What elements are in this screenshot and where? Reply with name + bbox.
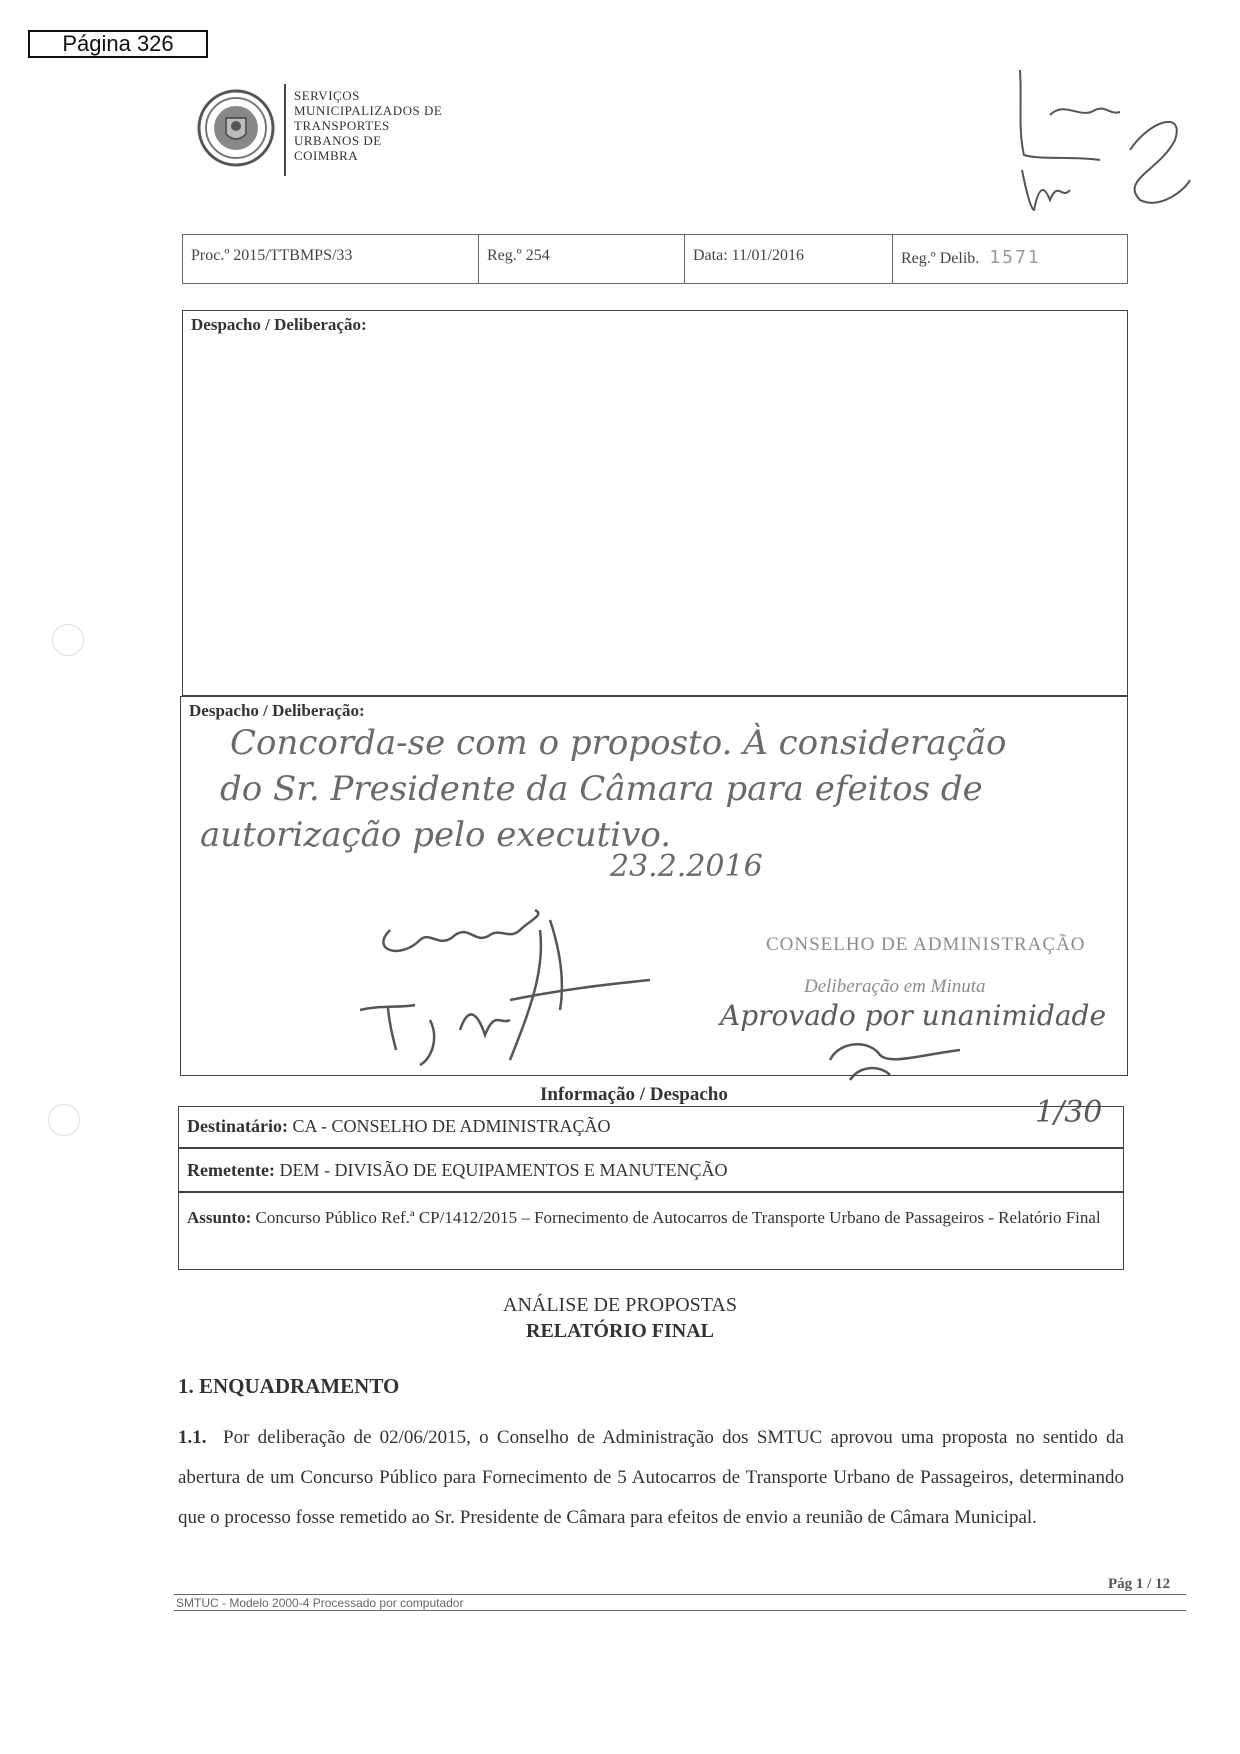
- smtuc-logo: [196, 88, 276, 168]
- page-number: Pág 1 / 12: [1108, 1576, 1171, 1592]
- council-signatures: [360, 890, 1240, 1140]
- org-line: MUNICIPALIZADOS DE: [294, 103, 443, 118]
- page-label: Página 326: [28, 30, 208, 58]
- section-heading: 1. ENQUADRAMENTO: [178, 1374, 400, 1398]
- handwritten-line: autorização pelo executivo.: [200, 815, 672, 855]
- deliberation-stamp: Deliberação em Minuta: [804, 976, 986, 997]
- reg-delib-label: Reg.º Delib.: [901, 250, 980, 267]
- despacho-box-1: [182, 310, 1128, 696]
- handwritten-line: do Sr. Presidente da Câmara para efeitos de: [220, 769, 983, 809]
- assunto-row: [178, 1192, 1124, 1270]
- org-divider: [284, 84, 286, 176]
- org-line: TRANSPORTES: [294, 118, 390, 133]
- remetente-label: Remetente:: [187, 1160, 275, 1180]
- footer-rule: [174, 1610, 1186, 1611]
- destinatario-label: Destinatário:: [187, 1116, 288, 1136]
- paragraph-number: 1.1.: [178, 1427, 207, 1448]
- org-name: [294, 88, 442, 163]
- reg-delib-cell: [893, 235, 1127, 283]
- handwritten-line: Concorda-se com o proposto. À consideração: [230, 723, 1007, 763]
- handwritten-number: 1/30: [1035, 1095, 1103, 1130]
- destinatario-row: [178, 1106, 1124, 1148]
- process-info-table: [182, 234, 1128, 284]
- punch-hole: [52, 624, 84, 656]
- council-stamp: CONSELHO DE ADMINISTRAÇÃO: [766, 934, 1086, 955]
- assunto-label: Assunto:: [187, 1208, 252, 1227]
- footer-rule: [174, 1594, 1186, 1595]
- org-line: SERVIÇOS: [294, 88, 360, 103]
- report-title-line-2: RELATÓRIO FINAL: [526, 1320, 714, 1342]
- signature-initials: [1010, 60, 1200, 220]
- handwritten-date: 23.2.2016: [610, 849, 763, 884]
- reg-cell: Reg.º 254: [479, 235, 685, 283]
- reg-delib-stamp: 1571: [989, 247, 1041, 268]
- info-title: Informação / Despacho: [540, 1084, 728, 1105]
- remetente-row: [178, 1148, 1124, 1192]
- footer-text: SMTUC - Modelo 2000-4 Processado por computador: [176, 1596, 464, 1610]
- paragraph-1-1: [178, 1418, 1124, 1538]
- date-cell: Data: 11/01/2016: [685, 235, 893, 283]
- assunto-value: Concurso Público Ref.ª CP/1412/2015 – Fornecimento de Autocarros de Transporte Urbano de Passageiros - Relatório Final: [255, 1208, 1101, 1227]
- org-line: URBANOS DE: [294, 133, 382, 148]
- report-title-line-1: ANÁLISE DE PROPOSTAS: [503, 1294, 737, 1316]
- destinatario-value: CA - CONSELHO DE ADMINISTRAÇÃO: [292, 1116, 611, 1136]
- paragraph-text: Por deliberação de 02/06/2015, o Conselho de Administração dos SMTUC aprovou uma proposta no sentido da abertura de um Concurso Público para Fornecimento de 5 Autocarros de Transporte Urbano de Passageiros, determinando que o processo fosse remetido ao Sr. Presidente de Câmara para efeitos de envio a reunião de Câmara Municipal.: [178, 1427, 1124, 1528]
- proc-cell: Proc.º 2015/TTBMPS/33: [183, 235, 479, 283]
- punch-hole: [48, 1104, 80, 1136]
- handwritten-approval: Aprovado por unanimidade: [720, 999, 1107, 1032]
- despacho-heading: Despacho / Deliberação:: [189, 701, 365, 720]
- despacho-heading: Despacho / Deliberação:: [191, 315, 367, 334]
- org-line: COIMBRA: [294, 148, 359, 163]
- remetente-value: DEM - DIVISÃO DE EQUIPAMENTOS E MANUTENÇÃO: [279, 1160, 728, 1180]
